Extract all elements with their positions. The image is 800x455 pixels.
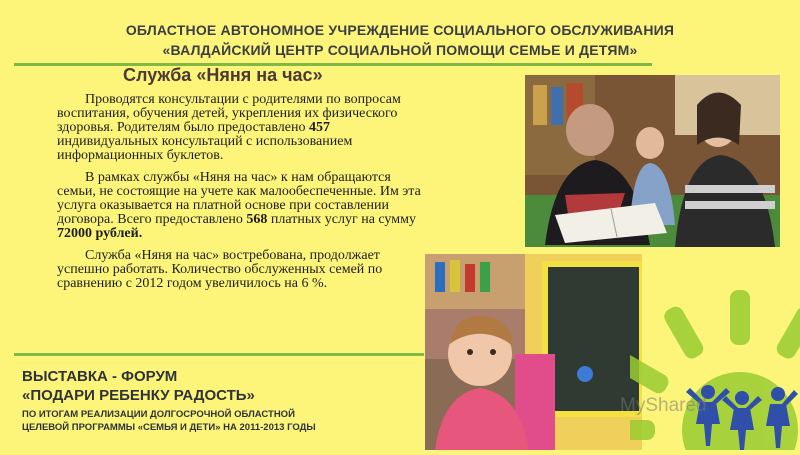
paid-services-count: 568 xyxy=(246,212,268,227)
paragraph-text: индивидуальных консультаций с использованием информационных буклетов. xyxy=(57,134,353,163)
exhibition-title-line1: ВЫСТАВКА - ФОРУМ xyxy=(22,368,178,385)
watermark-text: MyShared xyxy=(620,395,707,416)
header-divider xyxy=(14,63,652,66)
program-subtitle xyxy=(22,408,316,434)
paid-services-sum: 72000 рублей. xyxy=(57,226,143,241)
paragraph-text: В рамках службы «Няня на час» к нам обращаются семьи, не состоящие на учете как малообеспеченные. Им эта услуга оказывается на платной основе при составлении договора. Всего предоставлено xyxy=(57,170,421,227)
paragraph-paid-services xyxy=(57,171,425,241)
consultations-count: 457 xyxy=(308,120,330,135)
exhibition-title-line2: «ПОДАРИ РЕБЕНКУ РАДОСТЬ» xyxy=(22,387,255,404)
paragraph-text: Проводятся консультации с родителями по вопросам воспитания, обучения детей, укрепления их физического здоровья. Родителям было предоставлено xyxy=(57,92,401,135)
paragraph-consultations xyxy=(57,93,425,163)
paragraph-demand xyxy=(57,249,425,291)
paragraph-text: Служба «Няня на час» востребована, продолжает успешно работать. Количество обслуженных семей по сравнению с 2012 годом увеличилось на 6 %. xyxy=(57,248,383,291)
paragraph-text: платных услуг на сумму xyxy=(267,212,416,227)
organization-title-line1: ОБЛАСТНОЕ АВТОНОМНОЕ УЧРЕЖДЕНИЕ СОЦИАЛЬНОГО ОБСЛУЖИВАНИЯ xyxy=(125,22,675,38)
program-subtitle-line1: ПО ИТОГАМ РЕАЛИЗАЦИИ ДОЛГОСРОЧНОЙ ОБЛАСТНОЙ xyxy=(22,409,295,420)
watermark-logo-icon xyxy=(620,395,707,417)
photo-consultation xyxy=(525,75,780,247)
organization-title-line2: «ВАЛДАЙСКИЙ ЦЕНТР СОЦИАЛЬНОЙ ПОМОЩИ СЕМЬЕ И ДЕТЯМ» xyxy=(162,42,638,58)
photo-child xyxy=(425,254,642,450)
photo-child-image xyxy=(425,254,642,450)
footer-divider xyxy=(14,353,424,356)
photo-consultation-image xyxy=(525,75,780,247)
exhibition-title xyxy=(22,367,255,405)
organization-title xyxy=(0,20,800,60)
program-subtitle-line2: ЦЕЛЕВОЙ ПРОГРАММЫ «СЕМЬЯ И ДЕТИ» НА 2011-2013 ГОДЫ xyxy=(22,422,316,433)
service-title: Служба «Няня на час» xyxy=(123,65,323,85)
service-description xyxy=(57,93,425,299)
